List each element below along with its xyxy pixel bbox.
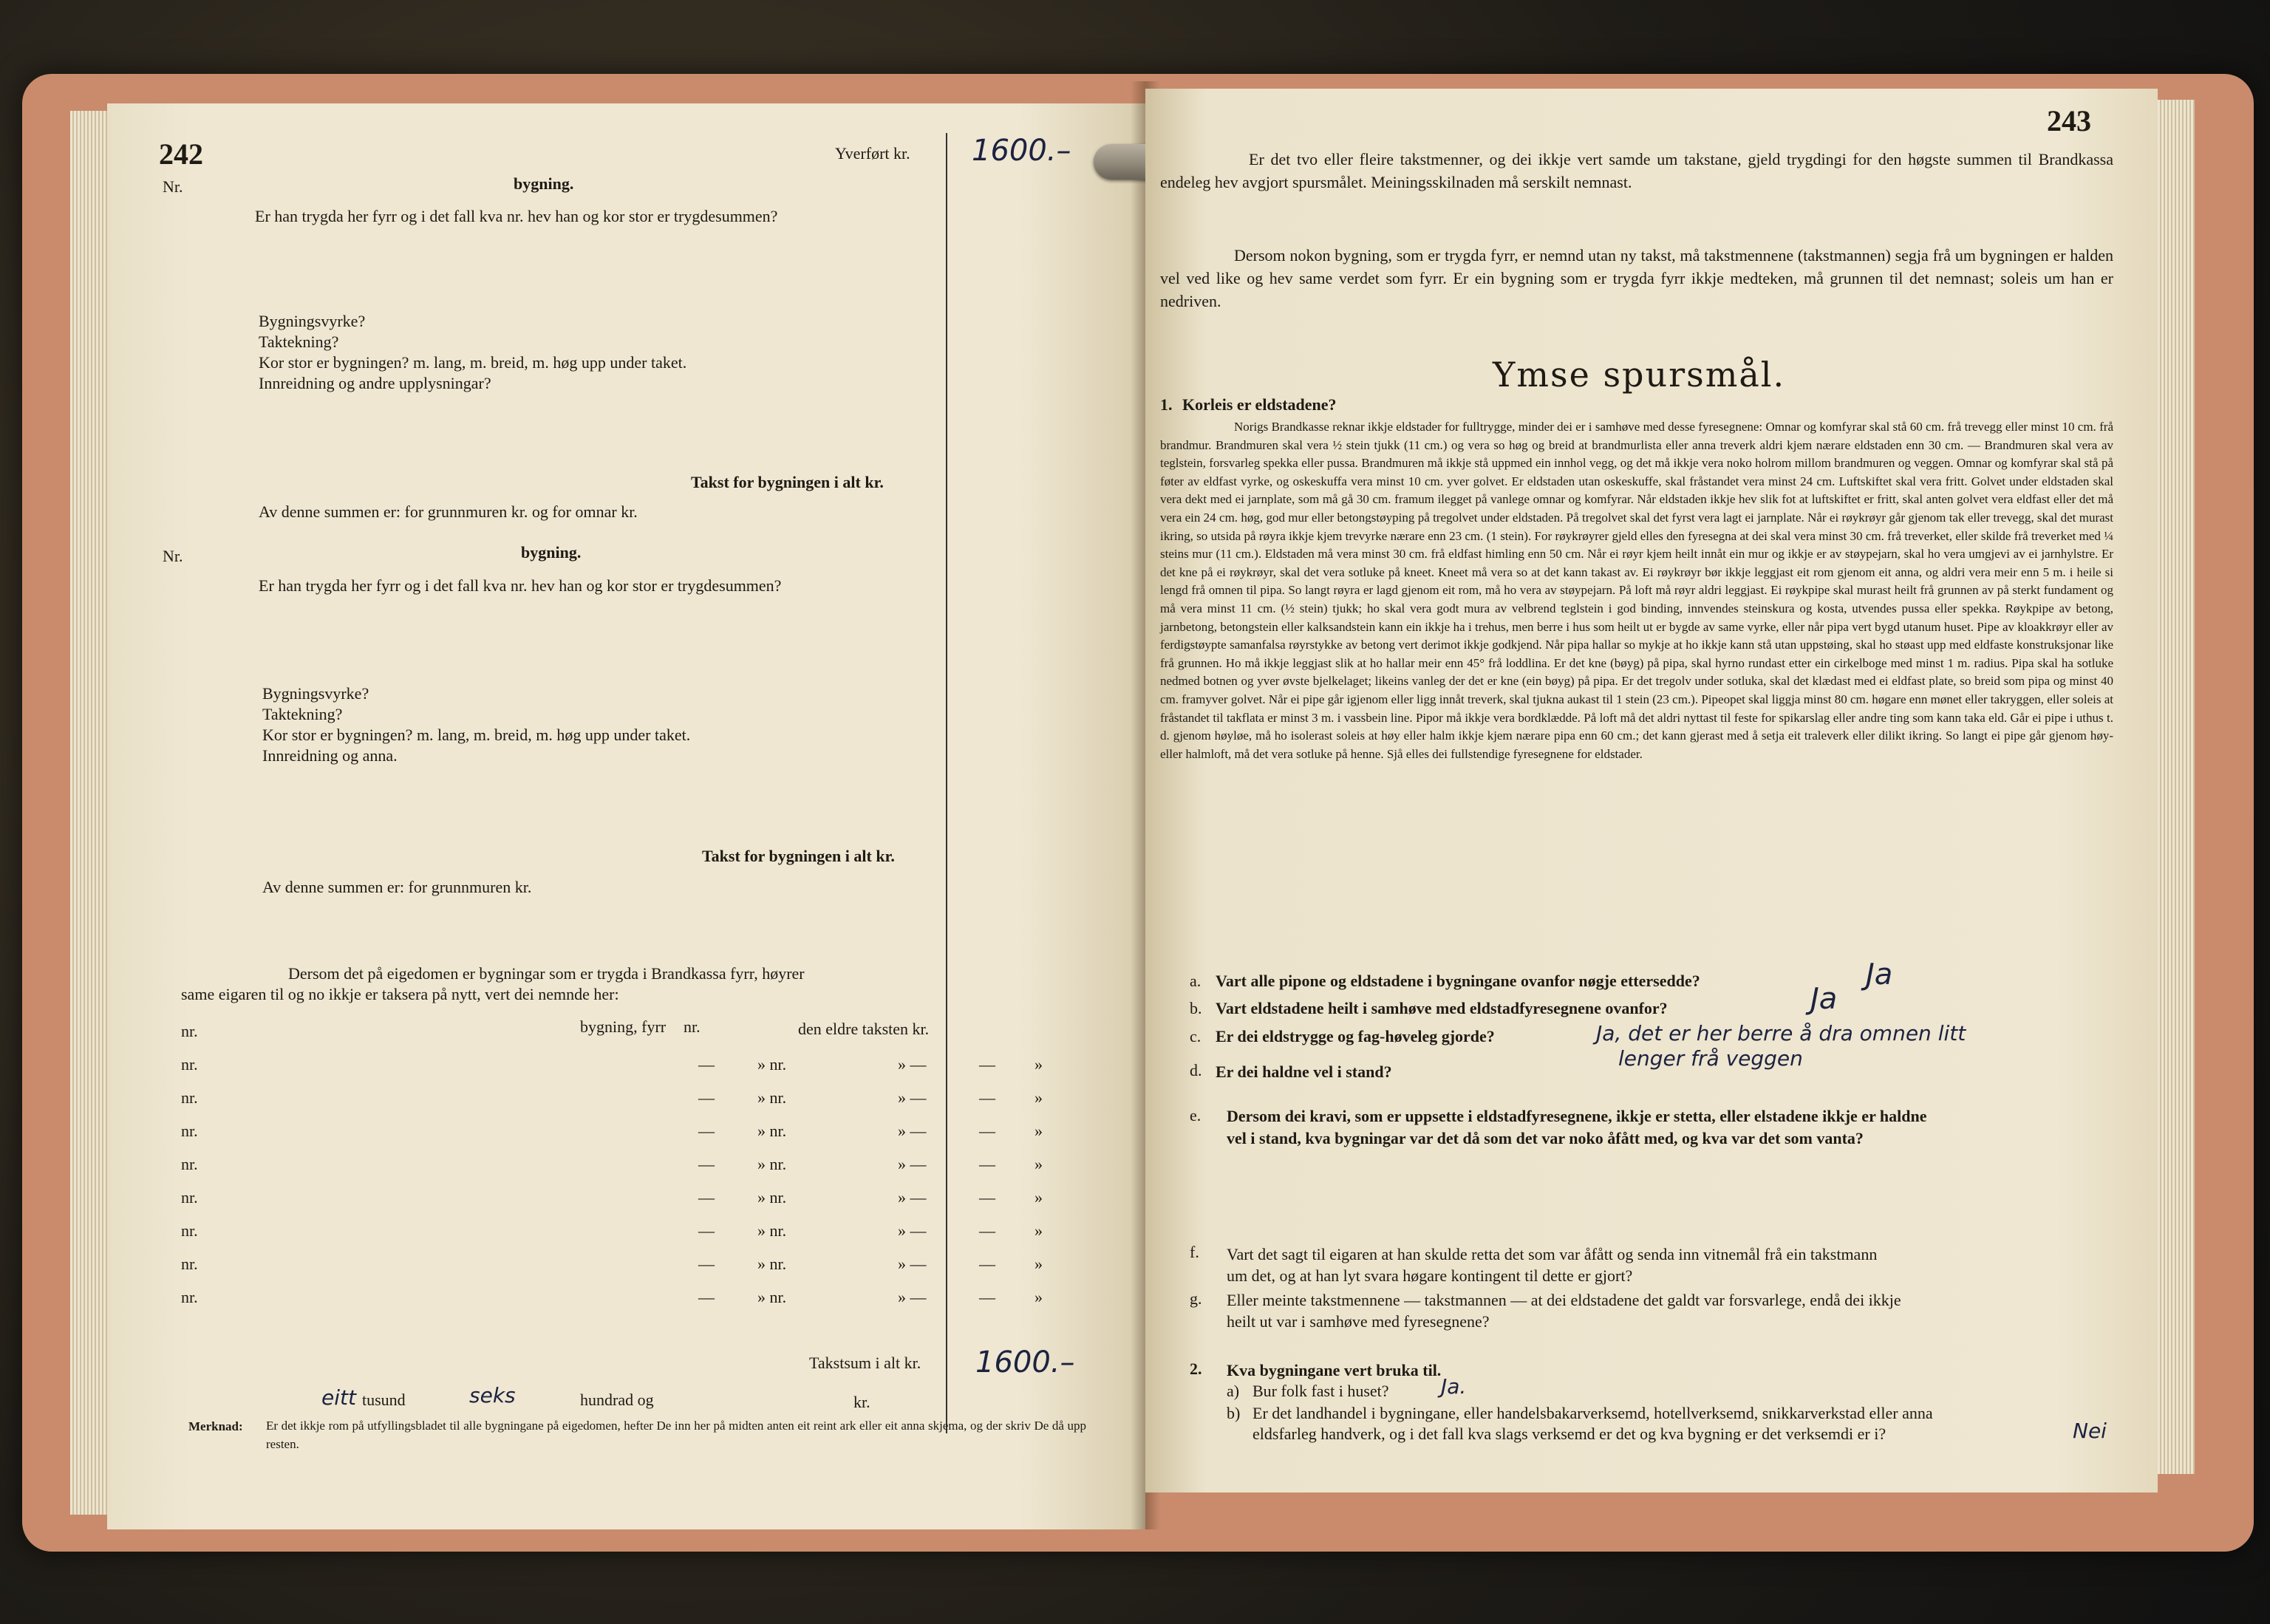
intro-paragraph-2: Dersom nokon bygning, som er trygda fyrr, er nemnd utan ny takst, må takstmennene (takstmannen) segja frå um bygningen er halden vel ved like og hev same verdet som fyrr. Er ein bygning som er trygda fyrr ikkje medteken, må grunnen til det nemnast; soleis um han er nedriven. (1160, 246, 2113, 310)
table-cell: » (1035, 1188, 1043, 1207)
qf-question-line-1: Vart det sagt til eigaren at han skulde retta det som var åfått og senda inn vitnemål frå ein takstmann (1227, 1245, 1878, 1263)
yverfort-value: 1600.– (972, 134, 1071, 168)
words-kr: kr. (853, 1393, 870, 1411)
words-hundrad: hundrad og (580, 1391, 654, 1409)
qf-label: f. (1190, 1243, 1199, 1261)
table-cell: » nr. (757, 1288, 787, 1306)
right-page (1145, 89, 2158, 1492)
q2b-question-line-2: eldsfarleg handverk, og i det fall kva slags verksemd er det og kva bygning er det verksemdi er i? (1252, 1425, 1886, 1443)
table-cell: nr. (181, 1122, 198, 1140)
table-cell: — (698, 1155, 715, 1173)
table-cell: » — (898, 1055, 927, 1074)
taktekning-label-2: Taktekning? (262, 705, 343, 723)
table-cell: — (698, 1188, 715, 1207)
qf-question-line-2: um det, og at han lyt svara høgare kontingent til dette er gjort? (1227, 1266, 1633, 1285)
qe-question-line-2: vel i stand, kva bygningar var det då som det var noko åfått med, og kva var det som vanta? (1227, 1129, 1864, 1147)
table-header-nr: nr. (181, 1022, 198, 1040)
q2a-label: a) (1227, 1382, 1240, 1400)
size-question-2: Kor stor er bygningen? m. lang, m. breid, m. høg upp under taket. (262, 726, 691, 744)
table-cell: » (1035, 1288, 1043, 1306)
qb-answer: Ja (1810, 982, 1838, 1016)
table-header-eldre-takst: den eldre taksten kr. (798, 1020, 930, 1038)
table-header-bygning: bygning, fyrr (580, 1017, 667, 1036)
fire-regulations-text: Norigs Brandkasse reknar ikkje eldstader for fulltrygge, minder dei er i samhøve med desse fyresegnene: Omnar og komfyrar skal stå 60 cm. frå trevegg eller minst 10 cm. frå brandmur. Brandmuren skal vera ½ stein tjukk (11 cm.) og vera so høg og breid at brandmurlista eller anna treverk aldri kjem nærare eldstaden enn 30 cm. — Brandmuren skal vera av teglstein, forsvarleg spekka eller pussa. Brandmuren må ikkje stå uppmed ein innhol vegg, og det må ikkje vera noko holrom millom brandmuren og veggen. Omnar og komfyrar skal stå på føter av eldfast vyrke, og oskeskuffa vera minst 10 cm. yver golvet. Er eldstaden utan oskeskuffe, skal fråstandet vera minst 24 cm. Luftskiftet skal vera fritt. Golvet under eldstaden skal vera dekt med ei jarnplate, som må gå 30 cm. framum ilegget på vanlege omnar og komfyrar. Når eldstaden ikkje hev slik fot at luftskiftet er fritt, skal anten golvet vera eldfast eller det må vera ein 24 cm. høg, god mur eller betongstøyping på tregolvet under eldstaden. På tregolvet skal det fyrst vera lagt ei jarnplate. Når ei røykrøyr går gjenom tak eller trevegg, skal det murast ikring, so utsida på røyra ikkje kjem trevyrke nærare enn 23 cm. (1 stein). For røykrøyrer gjeld elles den fyresegna at dei skal vera minst 30 cm. frå treverket, eller skilde frå treverket med ¼ steins mur (11 cm.). Eldstaden må vera minst 30 cm. frå eldfast himling enn 50 cm. Når ei røyr kjem heilt innåt ein mur og ikkje er av støypejarn, skal ho vera umgjevi av ei jarnhylstre. Er det kne på ei røykrøyr, skal det vera sotluke på kneet. Kneet må vera so at det kann takast av. Ei røykrøyr bør ikkje leggjast eit rom gjenom eit anna, og aldri vera meir enn 5 m. i heile si lengd frå omnen til pipa. So langt røyra er lagd gjenom eit rom, må ho vera av støypejarn. På loft må røyr aldri leggjast. Ei røykpipe skal murast heilt frå grunnen av på sterkt fundament og må vera minst 11 cm. (½ stein) tjukk; ho skal vera godt mura av velbrend teglstein i god binding, innvendes steinskura og kosta, utvendes pussa eller spekka. Røykpipe av betong, jarnbetong, betongstein eller kalksandstein kann ein ikkje ha i trehus, men berre i hus som heilt ut er bygde av same vyrke, eller når pipa vert bygd utanum huset. Pipe av kloakkrøyr eller av ferdigstøypte samanfalsa røyrstykke av betong vert derimot ikkje godkjend. Når pipa hallar so mykje at ho ikkje kann stå utan uppstøing, skal ho støast upp med eldfaste konstruksjonar like frå grunnen. Ho må ikkje leggjast slik at ho hallar meir enn 45° frå loddlina. Er det kne (bøyg) på pipa, skal hyrno rundast etter ein cirkelboge med minst 1 m. radius. Pipa skal ha sotluke nedmed botnen og yver øvste bjelkelaget; likeins vanleg der det er kne (ein bøyg) på pipa. Er det tregolv under sotluka, skal det klædast med ei eldfast plate, so breid som pipa og minst 40 cm. framyver golvet. Når ei pipe går igjenom eller ligg innåt treverk, skal tjukna aukast til 1 stein (23 cm.). Pipeopet skal liggja minst 80 cm. høgare enn mønet eller takryggen, eller soleis at fråstandet til takflata er minst 3 m. i vassbein line. Pipor må ikkje vera bordklædde. På loft må det aldri nyttast til feste for spikarslag eller andre ting som kann taka eld. Går ei pipe i uthus t. d. gjenom høyløe, må ho isolerast soleis at høy eller halm ikkje kjem nærare pipa enn 60 cm.; det kann gjerast med å setja eit traleverk eller dilikt ikring. So langt ei pipe går gjenom høy- eller halmloft, må det vera sotluke på henne. Sjå elles dei fullstendige fyresegnene for eldstader. (1160, 420, 2113, 761)
table-cell: — (979, 1188, 995, 1207)
table-cell: nr. (181, 1188, 198, 1207)
qc-label: c. (1190, 1027, 1202, 1045)
table-cell: » nr. (757, 1122, 787, 1140)
table-cell: » — (898, 1288, 927, 1306)
dersom-line-1: Dersom det på eigedomen er bygningar som er trygda i Brandkassa fyrr, høyrer (288, 964, 805, 983)
table-cell: — (979, 1255, 995, 1273)
question-trygda: Er han trygda her fyrr og i det fall kva nr. hev han og kor stor er trygdesummen? (255, 207, 778, 225)
qa-label: a. (1190, 972, 1202, 990)
nr-label-2: Nr. (163, 547, 183, 565)
table-cell: nr. (181, 1055, 198, 1074)
qd-question: Er dei haldne vel i stand? (1216, 1062, 1392, 1081)
qd-label: d. (1190, 1061, 1202, 1079)
page-edges-left (70, 111, 111, 1515)
words-seks: seks (469, 1383, 516, 1408)
merknad-label: Merknad: (188, 1419, 243, 1433)
merknad-text: Er det ikkje rom på utfyllingsbladet til alle bygningane på eigedomen, hefter De inn her på midten anten eit reint ark eller eit anna skjema, og der skriv De då upp resten. (266, 1419, 1086, 1451)
table-cell: » (1035, 1088, 1043, 1107)
table-cell: » nr. (757, 1188, 787, 1207)
qe-label: e. (1190, 1106, 1202, 1125)
innreidning-label: Innreidning og andre upplysningar? (259, 374, 491, 392)
words-tusund: tusund (362, 1391, 406, 1409)
q1-title: Korleis er eldstadene? (1182, 395, 1337, 414)
table-cell: » — (898, 1155, 927, 1173)
q2b-label: b) (1227, 1404, 1241, 1422)
table-cell: — (698, 1255, 715, 1273)
table-cell: nr. (181, 1155, 198, 1173)
qg-question-line-1: Eller meinte takstmennene — takstmannen — at dei eldstadene det galdt var forsvarlege, endå dei ikkje (1227, 1291, 1901, 1309)
takst-label-2: Takst for bygningen i alt kr. (702, 847, 895, 865)
table-cell: » (1035, 1055, 1043, 1074)
bygningsvyrke-label-2: Bygningsvyrke? (262, 684, 369, 703)
qb-label: b. (1190, 999, 1202, 1017)
table-header-nr2: nr. (684, 1017, 701, 1036)
qg-question-line-2: heilt ut var i samhøve med fyresegnene? (1227, 1312, 1490, 1331)
table-cell: » (1035, 1221, 1043, 1240)
table-cell: — (698, 1055, 715, 1074)
table-cell: » nr. (757, 1255, 787, 1273)
column-divider (946, 133, 947, 1433)
table-cell: nr. (181, 1221, 198, 1240)
table-cell: — (979, 1122, 995, 1140)
table-cell: nr. (181, 1255, 198, 1273)
table-cell: — (979, 1221, 995, 1240)
av-summen-2: Av denne summen er: for grunnmuren kr. (262, 878, 532, 896)
table-cell: » (1035, 1255, 1043, 1273)
takstsum-value: 1600.– (975, 1345, 1075, 1379)
table-cell: — (698, 1122, 715, 1140)
table-cell: — (979, 1055, 995, 1074)
bygning-label: bygning. (514, 174, 574, 193)
qg-label: g. (1190, 1289, 1202, 1308)
table-cell: nr. (181, 1088, 198, 1107)
q2b-question-line-1: Er det landhandel i bygningane, eller handelsbakarverksemd, hotellverksemd, snikkarverkstad eller anna (1252, 1404, 1933, 1422)
table-cell: » — (898, 1221, 927, 1240)
question-trygda-2: Er han trygda her fyrr og i det fall kva nr. hev han og kor stor er trygdesummen? (259, 576, 782, 595)
table-cell: » — (898, 1088, 927, 1107)
takst-label-1: Takst for bygningen i alt kr. (691, 473, 884, 491)
size-question: Kor stor er bygningen? m. lang, m. breid, m. høg upp under taket. (259, 353, 687, 372)
section-heading: Ymse spursmål. (1493, 355, 1786, 395)
taktekning-label: Taktekning? (259, 332, 339, 351)
q1-number: 1. (1160, 395, 1173, 414)
qc-question: Er dei eldstrygge og fag-høveleg gjorde? (1216, 1027, 1495, 1045)
qc-answer-line-2: lenger frå veggen (1618, 1046, 1803, 1071)
av-summen-1: Av denne summen er: for grunnmuren kr. og for omnar kr. (259, 502, 638, 521)
words-eitt: eitt (321, 1385, 356, 1410)
table-cell: » nr. (757, 1055, 787, 1074)
table-cell: » nr. (757, 1088, 787, 1107)
takstsum-label: Takstsum i alt kr. (809, 1354, 921, 1372)
qa-question: Vart alle pipone og eldstadene i bygningane ovanfor nøgje ettersedde? (1216, 972, 1700, 990)
table-cell: » nr. (757, 1155, 787, 1173)
dersom-line-2: same eigaren til og no ikkje er taksera på nytt, vert dei nemnde her: (181, 985, 619, 1003)
qe-question-line-1: Dersom dei kravi, som er uppsette i eldstadfyresegnene, ikkje er stetta, eller elstadene ikkje er haldne (1227, 1107, 1927, 1125)
q2b-answer: Nei (2073, 1419, 2107, 1443)
table-cell: » (1035, 1122, 1043, 1140)
table-cell: — (979, 1155, 995, 1173)
table-cell: » — (898, 1188, 927, 1207)
bygning-label-2: bygning. (521, 543, 582, 562)
page-number: 242 (159, 137, 203, 171)
yverfort-label: Yverført kr. (835, 144, 910, 163)
table-cell: » nr. (757, 1221, 787, 1240)
q2-number: 2. (1190, 1359, 1202, 1378)
table-cell: — (698, 1221, 715, 1240)
table-cell: nr. (181, 1288, 198, 1306)
qa-answer: Ja (1866, 958, 1893, 992)
left-page (107, 103, 1145, 1529)
table-cell: » (1035, 1155, 1043, 1173)
q2a-answer: Ja. (1441, 1374, 1467, 1399)
qc-answer-line-1: Ja, det er her berre å dra omnen litt (1596, 1021, 1966, 1045)
q2a-question: Bur folk fast i huset? (1252, 1382, 1389, 1400)
table-cell: — (979, 1288, 995, 1306)
table-cell: — (698, 1088, 715, 1107)
table-cell: — (979, 1088, 995, 1107)
nr-label: Nr. (163, 177, 183, 196)
intro-paragraph-1: Er det tvo eller fleire takstmenner, og dei ikkje vert samde um takstane, gjeld trygdingi for den høgste summen til Brandkassa endeleg hev avgjort spursmålet. Meiningsskilnaden må serskilt nemnast. (1160, 150, 2113, 191)
q2-title: Kva bygningane vert bruka til. (1227, 1361, 1442, 1379)
innreidning-label-2: Innreidning og anna. (262, 746, 398, 765)
table-cell: » — (898, 1122, 927, 1140)
qb-question: Vart eldstadene heilt i samhøve med eldstadfyresegnene ovanfor? (1216, 999, 1668, 1017)
page-number: 243 (2047, 104, 2091, 137)
bygningsvyrke-label: Bygningsvyrke? (259, 312, 366, 330)
page-edges-right (2154, 100, 2195, 1474)
table-cell: » — (898, 1255, 927, 1273)
table-cell: — (698, 1288, 715, 1306)
